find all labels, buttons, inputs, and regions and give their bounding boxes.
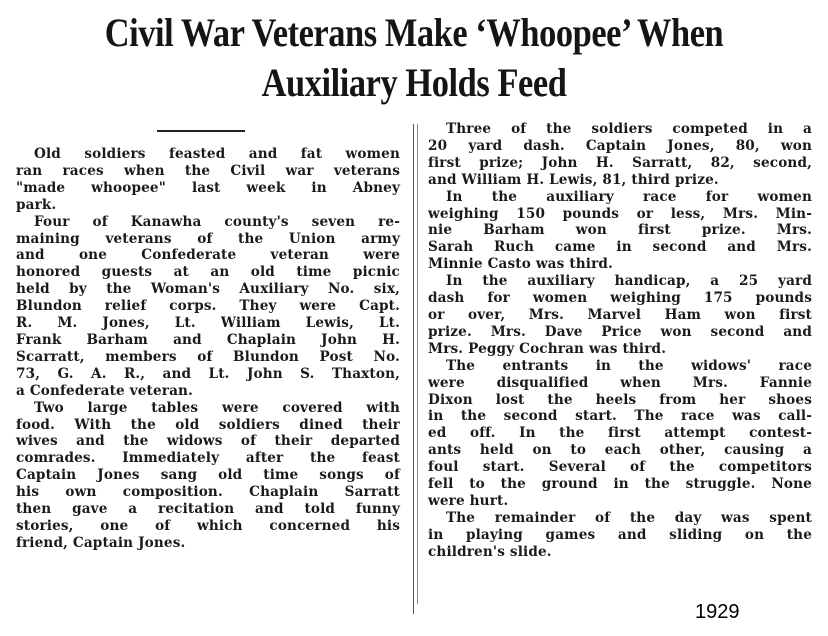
paragraph-line: ed off. In the first attempt contest- bbox=[428, 425, 812, 442]
article-column-left bbox=[16, 146, 400, 552]
year-annotation: 1929 bbox=[695, 601, 740, 623]
left-column-paragraph bbox=[16, 146, 400, 214]
paragraph-line: Captain Jones sang old time songs of bbox=[16, 467, 400, 484]
right-column-paragraph bbox=[428, 510, 812, 561]
paragraph-line: Scarratt, members of Blundon Post No. bbox=[16, 348, 400, 365]
paragraph-line: were disqualified when Mrs. Fannie bbox=[428, 374, 812, 391]
right-column-paragraph bbox=[428, 121, 812, 189]
paragraph-line: ran races when the Civil war veterans bbox=[16, 162, 400, 179]
column-divider bbox=[413, 124, 414, 614]
paragraph-line: Frank Barham and Chaplain John H. bbox=[16, 331, 400, 348]
paragraph-line: Four of Kanawha county's seven re- bbox=[34, 213, 400, 230]
paragraph-line: prize. Mrs. Dave Price won second and bbox=[428, 323, 812, 340]
paragraph-line: Sarah Ruch came in second and Mrs. bbox=[428, 239, 812, 256]
paragraph-line: In the auxiliary race for women bbox=[446, 188, 812, 205]
paragraph-line: were hurt. bbox=[428, 492, 509, 509]
paragraph-line: 73, G. A. R., and Lt. John S. Thaxton, bbox=[16, 365, 400, 382]
paragraph-line: "made whoopee" last week in Abney bbox=[16, 179, 400, 196]
paragraph-line: nie Barham won first prize. Mrs. bbox=[428, 222, 812, 239]
paragraph-line: wives and the widows of their departed bbox=[16, 433, 400, 450]
paragraph-line: weighing 150 pounds or less, Mrs. Min- bbox=[428, 205, 812, 222]
paragraph-line: or over, Mrs. Marvel Ham won first bbox=[428, 306, 812, 323]
paragraph-line: then gave a recitation and told funny bbox=[16, 501, 400, 518]
article-column-right bbox=[428, 121, 812, 561]
right-column-paragraph bbox=[428, 189, 812, 274]
paragraph-line: R. M. Jones, Lt. William Lewis, Lt. bbox=[16, 315, 400, 332]
paragraph-line: a Confederate veteran. bbox=[16, 382, 193, 399]
paragraph-line: In the auxiliary handicap, a 25 yard bbox=[446, 273, 812, 290]
paragraph-line: The entrants in the widows' race bbox=[446, 357, 812, 374]
paragraph-line: stories, one of which concerned his bbox=[16, 517, 400, 534]
paragraph-line: food. With the old soldiers dined their bbox=[16, 416, 400, 433]
paragraph-line: in playing games and sliding on the bbox=[428, 526, 812, 543]
paragraph-line: friend, Captain Jones. bbox=[16, 534, 186, 551]
left-column-paragraph bbox=[16, 214, 400, 400]
paragraph-line: 20 yard dash. Captain Jones, 80, won bbox=[428, 137, 812, 154]
left-column-paragraph bbox=[16, 400, 400, 552]
paragraph-line: comrades. Immediately after the feast bbox=[16, 450, 400, 467]
paragraph-line: park. bbox=[16, 196, 57, 213]
paragraph-line: ants held on to each other, causing a bbox=[428, 442, 812, 459]
paragraph-line: The remainder of the day was spent bbox=[446, 509, 812, 526]
headline-rule bbox=[157, 130, 245, 132]
paragraph-line: held by the Woman's Auxiliary No. six, bbox=[16, 281, 400, 298]
paragraph-line: and William H. Lewis, 81, third prize. bbox=[428, 171, 719, 188]
paragraph-line: Old soldiers feasted and fat women bbox=[34, 146, 400, 162]
paragraph-line: fell to the ground in the struggle. None bbox=[428, 476, 812, 493]
headline-line-1: Civil War Veterans Make ‘Whoopee’ When bbox=[104, 10, 724, 55]
paragraph-line: Dixon lost the heels from her shoes bbox=[428, 391, 812, 408]
paragraph-line: Blundon relief corps. They were Capt. bbox=[16, 298, 400, 315]
headline bbox=[92, 8, 735, 108]
paragraph-line: Three of the soldiers competed in a bbox=[446, 121, 812, 137]
paragraph-line: Mrs. Peggy Cochran was third. bbox=[428, 340, 667, 357]
paragraph-line: honored guests at an old time picnic bbox=[16, 264, 400, 281]
right-column-paragraph bbox=[428, 273, 812, 358]
headline-line-2: Auxiliary Holds Feed bbox=[261, 60, 567, 105]
paragraph-line: Minnie Casto was third. bbox=[428, 256, 613, 273]
paragraph-line: first prize; John H. Sarratt, 82, second, bbox=[428, 154, 812, 171]
paragraph-line: his own composition. Chaplain Sarratt bbox=[16, 484, 400, 501]
paragraph-line: maining veterans of the Union army bbox=[16, 230, 400, 247]
paragraph-line: Two large tables were covered with bbox=[34, 399, 400, 416]
column-divider-shadow bbox=[417, 124, 418, 604]
paragraph-line: children's slide. bbox=[428, 543, 552, 560]
paragraph-line: foul start. Several of the competitors bbox=[428, 459, 812, 476]
right-column-paragraph bbox=[428, 358, 812, 510]
paragraph-line: in the second start. The race was call- bbox=[428, 408, 812, 425]
paragraph-line: dash for women weighing 175 pounds bbox=[428, 290, 812, 307]
paragraph-line: and one Confederate veteran were bbox=[16, 247, 400, 264]
